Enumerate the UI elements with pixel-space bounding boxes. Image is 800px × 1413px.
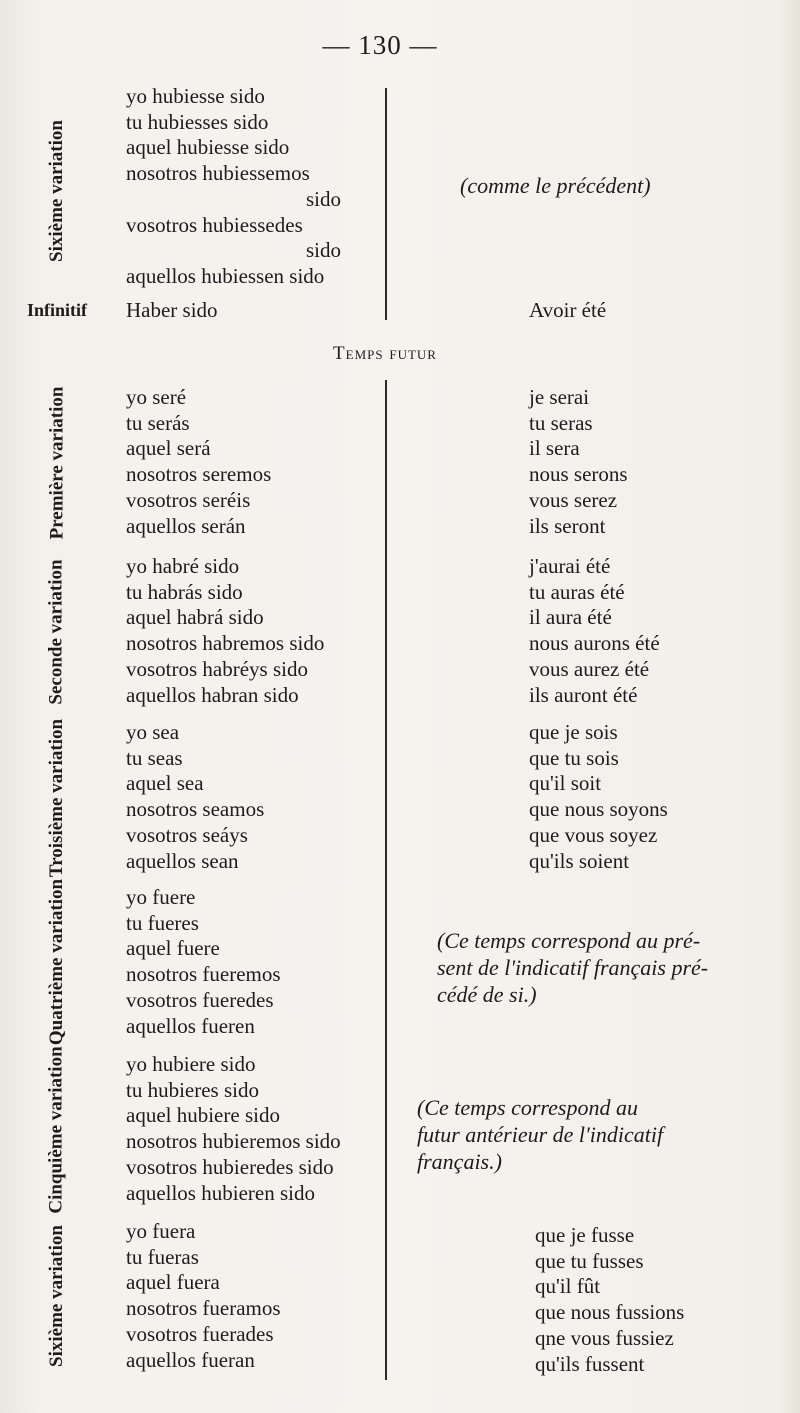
conjugation-line: que je fusse	[535, 1223, 635, 1247]
conjugation-line: aquel hubiesse sido	[126, 135, 290, 160]
conjugation-line: tu auras été	[529, 579, 625, 604]
note-line: (Ce temps correspond au	[417, 1095, 638, 1120]
conjugation-line: qu'ils soient	[529, 848, 630, 873]
conjugation-line: aquel será	[126, 436, 211, 461]
conjugation-line: vous serez	[529, 487, 618, 512]
section-label: Seconde variation	[46, 559, 68, 705]
spanish-conjugation	[126, 385, 271, 539]
french-conjugation	[529, 720, 668, 874]
conjugation-line: aquellos sean	[126, 848, 239, 873]
spanish-conjugation	[126, 84, 341, 290]
conjugation-line: je serai	[529, 385, 590, 409]
column-divider	[385, 88, 387, 320]
note-line: sent de l'indicatif français pré-	[437, 955, 709, 980]
conjugation-line: nosotros hubiessemos	[126, 161, 310, 186]
conjugation-line: yo fuere	[126, 885, 196, 909]
conjugation-line: yo fuera	[126, 1219, 196, 1243]
conjugation-line: aquel habrá sido	[126, 605, 264, 630]
note-line: cédé de si.)	[437, 982, 537, 1007]
spanish-conjugation	[126, 298, 218, 324]
section-label: Sixième variation	[46, 119, 68, 262]
conjugation-line: nosotros hubieremos sido	[126, 1129, 341, 1154]
conjugation-line: sido	[306, 238, 342, 263]
conjugation-line: tu hubiesses sido	[126, 109, 269, 134]
conjugation-line: vosotros hubieredes sido	[126, 1154, 334, 1179]
conjugation-line: tu seas	[126, 745, 183, 770]
conjugation-line: yo sea	[126, 720, 180, 744]
conjugation-line: j'aurai été	[529, 554, 611, 578]
conjugation-line: aquel sea	[126, 771, 204, 796]
conjugation-line: qne vous fussiez	[535, 1325, 674, 1350]
conjugation-line: il sera	[529, 436, 580, 461]
conjugation-line: que vous soyez	[529, 822, 658, 847]
spanish-conjugation	[126, 720, 264, 874]
french-conjugation	[529, 298, 606, 324]
conjugation-line: tu serás	[126, 410, 190, 435]
section-label: Sixième variation	[46, 1225, 68, 1367]
translation-note: (comme le précédent)	[460, 173, 651, 198]
section-label: Première variation	[46, 386, 68, 540]
conjugation-line: yo hubiesse sido	[126, 84, 265, 108]
tense-heading: Temps futur	[333, 343, 437, 364]
conjugation-line: qu'ils fussent	[535, 1351, 645, 1376]
conjugation-line: vosotros seréis	[126, 487, 251, 512]
conjugation-line: Haber sido	[126, 298, 218, 322]
conjugation-line: que je sois	[529, 720, 618, 744]
conjugation-line: que nous soyons	[529, 797, 668, 822]
conjugation-line: aquellos habran sido	[126, 682, 299, 707]
conjugation-line: vosotros seáys	[126, 822, 248, 847]
conjugation-line: vosotros habréys sido	[126, 656, 308, 681]
conjugation-line: vosotros fuerades	[126, 1321, 274, 1346]
translation-note	[437, 927, 708, 1008]
conjugation-line: vous aurez été	[529, 656, 650, 681]
conjugation-line: vosotros hubiessedes	[126, 212, 303, 237]
spanish-conjugation	[126, 554, 324, 708]
conjugation-line: qu'il fût	[535, 1274, 601, 1299]
conjugation-line: aquel fuere	[126, 936, 220, 961]
conjugation-line: que nous fussions	[535, 1300, 685, 1325]
section-label: Troisième variation	[46, 718, 68, 878]
conjugation-line: tu fueras	[126, 1244, 199, 1269]
conjugation-line: vosotros fueredes	[126, 987, 274, 1012]
conjugation-line: Avoir été	[529, 298, 607, 322]
section-label: Quatrième variation	[46, 878, 67, 1046]
section-label: Cinquième variation	[46, 1046, 67, 1214]
conjugation-line: qu'il soit	[529, 771, 602, 796]
conjugation-line: aquel fuera	[126, 1270, 220, 1295]
conjugation-line: nosotros fueramos	[126, 1296, 281, 1321]
conjugation-line: ils auront été	[529, 682, 638, 707]
conjugation-line: tu fueres	[126, 910, 199, 935]
conjugation-line: yo hubiere sido	[126, 1052, 256, 1076]
conjugation-line: nosotros seremos	[126, 462, 272, 487]
note-line: français.)	[417, 1149, 502, 1174]
conjugation-line: ils seront	[529, 513, 606, 538]
french-conjugation	[529, 554, 660, 708]
french-conjugation	[529, 385, 628, 539]
conjugation-line: sido	[306, 186, 342, 211]
column-divider	[385, 380, 387, 1380]
conjugation-line: nosotros habremos sido	[126, 631, 325, 656]
conjugation-line: yo seré	[126, 385, 187, 409]
conjugation-line: nous aurons été	[529, 631, 660, 656]
note-line: (Ce temps correspond au pré-	[437, 928, 701, 953]
conjugation-line: aquellos hubiessen sido	[126, 263, 325, 288]
conjugation-line: aquel hubiere sido	[126, 1103, 280, 1128]
conjugation-line: aquellos fueran	[126, 1347, 255, 1372]
conjugation-line: il aura été	[529, 605, 612, 630]
conjugation-line: que tu fusses	[535, 1248, 644, 1273]
conjugation-line: yo habré sido	[126, 554, 240, 578]
french-conjugation	[535, 1223, 684, 1377]
conjugation-line: tu hubieres sido	[126, 1077, 259, 1102]
conjugation-line: tu seras	[529, 410, 593, 435]
conjugation-line: aquellos serán	[126, 513, 246, 538]
conjugation-line: tu habrás sido	[126, 579, 243, 604]
note-line: futur antérieur de l'indicatif	[417, 1122, 664, 1147]
section-label: Infinitif	[26, 299, 87, 320]
spanish-conjugation	[126, 1052, 341, 1206]
conjugation-line: que tu sois	[529, 745, 619, 770]
conjugation-line: aquellos fueren	[126, 1013, 255, 1038]
conjugation-line: nosotros fueremos	[126, 962, 281, 987]
conjugation-line: aquellos hubieren sido	[126, 1180, 315, 1205]
spanish-conjugation	[126, 885, 281, 1039]
page-number: — 130 —	[322, 30, 438, 60]
conjugation-line: nous serons	[529, 462, 628, 487]
spanish-conjugation	[126, 1219, 281, 1373]
translation-note	[417, 1094, 663, 1175]
conjugation-line: nosotros seamos	[126, 797, 265, 822]
